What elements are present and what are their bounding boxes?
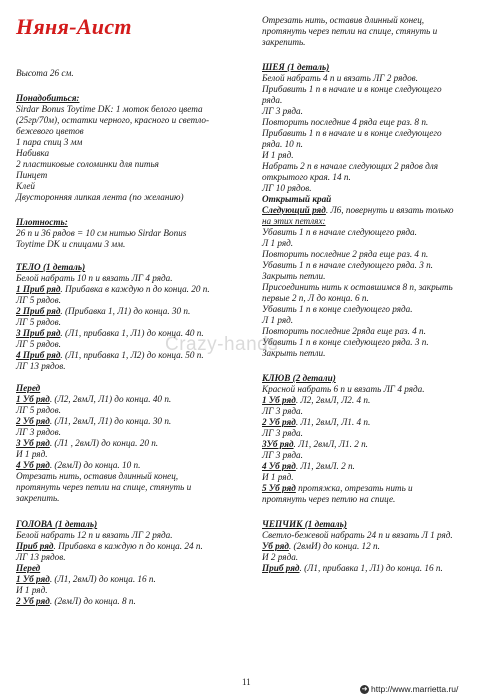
text-line	[262, 406, 303, 417]
line-text: (25гр/70м), остатки черного, красного и светло-	[16, 115, 210, 125]
row-label: Приб ряд	[16, 541, 54, 551]
line-text: Отрезать нить, оставив длинный конец,	[262, 15, 425, 25]
section-heading	[16, 217, 68, 228]
text-line	[16, 284, 210, 295]
page-number: 11	[242, 677, 251, 687]
text-line	[16, 181, 35, 192]
line-text: Л 1 ряд.	[262, 238, 294, 248]
line-text: ЛГ 3 ряда.	[262, 450, 303, 460]
row-label: Следующий ряд	[262, 205, 326, 215]
text-line	[16, 541, 203, 552]
line-text: . (2вмИ) до конца. 12 п.	[288, 541, 380, 551]
section-heading	[262, 373, 336, 384]
text-line	[16, 394, 171, 405]
line-text: Понадобиться:	[16, 93, 80, 103]
line-text: ЛГ 10 рядов.	[262, 183, 312, 193]
text-line	[262, 552, 298, 563]
line-text: Убавить 1 п в конце следующего ряда.	[262, 304, 413, 314]
line-text: . Л1, 2вмЛ, Л1. 4 п.	[295, 417, 371, 427]
section-heading	[16, 563, 40, 574]
line-text: . Л6, повернуть и вязать только	[325, 205, 454, 215]
row-label: 2 Уб ряд	[16, 596, 50, 606]
line-text: ЛГ 3 ряда.	[262, 106, 303, 116]
row-label: 2 Уб ряд	[16, 416, 50, 426]
row-label: 1 Уб ряд	[262, 395, 296, 405]
text-line	[262, 26, 437, 37]
line-text: . Л1, 2вмЛ. 2 п.	[295, 461, 355, 471]
row-label: 3Уб ряд	[262, 439, 294, 449]
text-line	[262, 73, 418, 84]
line-text: протянуть через петли на спице, стянуть и	[262, 26, 438, 36]
line-text: 1 пара спиц 3 мм	[16, 137, 83, 147]
text-line	[262, 37, 305, 48]
text-line	[16, 104, 203, 115]
line-text: . (Л2, 2вмЛ, Л1) до конца. 40 п.	[49, 394, 172, 404]
line-text: Прибавить 1 п в начале и в конце следующего	[262, 128, 442, 138]
line-text: Перед	[16, 563, 41, 573]
line-text: . (Л1, 2вмЛ) до конца. 16 п.	[49, 574, 156, 584]
text-line	[262, 282, 453, 293]
text-line	[16, 574, 156, 585]
line-text: первые 2 п, Л до конца. 6 п.	[262, 293, 369, 303]
text-line	[262, 326, 426, 337]
text-line	[16, 159, 159, 170]
text-line	[262, 530, 453, 541]
line-text: Плотность:	[16, 217, 68, 227]
text-line	[262, 15, 424, 26]
row-label: Приб ряд	[262, 563, 300, 573]
row-label: 1 Уб ряд	[16, 394, 50, 404]
line-text: Повторить последние 2 ряда еще раз. 4 п.	[262, 249, 429, 259]
line-text: . (Л1 , 2вмЛ) до конца. 20 п.	[49, 438, 159, 448]
line-text: И 1 ряд.	[16, 585, 48, 595]
line-text: Высота 26 см.	[16, 68, 74, 78]
line-text: Sirdar Bonus Toytime DK: 1 моток белого цвета	[16, 104, 203, 114]
text-line	[16, 482, 191, 493]
line-text: протянуть через петлю на спице.	[262, 494, 396, 504]
line-text: . (2вмЛ) до конца. 8 п.	[49, 596, 136, 606]
text-line	[16, 361, 66, 372]
line-text: Пинцет	[16, 170, 48, 180]
line-text: ряда. 10 п.	[262, 139, 303, 149]
text-line	[16, 170, 47, 181]
text-line	[262, 139, 303, 150]
text-line	[16, 68, 74, 79]
line-text: Клей	[16, 181, 36, 191]
line-text: ЧЕПЧИК (1 деталь)	[262, 519, 347, 529]
text-line	[16, 228, 186, 239]
line-text: ЛГ 3 ряда.	[262, 406, 303, 416]
row-label: 1 Уб ряд	[16, 574, 50, 584]
line-text: протянуть через петли на спице, стянуть и	[16, 482, 192, 492]
text-line	[262, 150, 294, 161]
text-line	[16, 137, 82, 148]
footer-url[interactable]	[360, 684, 458, 694]
text-line	[16, 493, 59, 504]
line-text: . Прибавка в каждую п до конца. 20 п.	[60, 284, 210, 294]
text-line	[262, 428, 303, 439]
text-line	[262, 439, 368, 450]
line-text: . Л1, 2вмЛ, Л1. 2 п.	[293, 439, 368, 449]
text-line	[16, 471, 178, 482]
text-line	[16, 317, 61, 328]
line-text: Набивка	[16, 148, 50, 158]
text-line	[262, 271, 325, 282]
text-line	[262, 106, 303, 117]
line-text: Белой набрать 12 п и вязать ЛГ 2 ряда.	[16, 530, 173, 540]
row-label: 2 Приб ряд	[16, 306, 61, 316]
text-line	[16, 438, 158, 449]
line-text: Прибавить 1 п в начале и в конце следующего	[262, 84, 442, 94]
text-line	[262, 483, 413, 494]
line-text: Белой набрать 10 п и вязать ЛГ 4 ряда.	[16, 273, 173, 283]
line-text: ГОЛОВА (1 деталь)	[16, 519, 98, 529]
line-text: Закрыть петли.	[262, 348, 326, 358]
text-line	[16, 192, 184, 203]
line-text: . (Прибавка 1, Л1) до конца. 30 п.	[60, 306, 191, 316]
line-text: Убавить 1 п в начале следующего ряда. 3 п.	[262, 260, 433, 270]
line-text: И 2 ряда.	[262, 552, 299, 562]
line-text: на этих петлях:	[262, 216, 326, 226]
line-text: КЛЮВ (2 детали)	[262, 373, 336, 383]
text-line	[262, 216, 326, 227]
line-text: ЛГ 3 ряда.	[262, 428, 303, 438]
section-heading	[16, 519, 97, 530]
line-text: Повторить последние 2ряда еще раз. 4 п.	[262, 326, 426, 336]
text-line	[262, 304, 413, 315]
line-text: ряда.	[262, 95, 283, 105]
line-text: 2 пластиковые соломинки для питья	[16, 159, 159, 169]
line-text: закрепить.	[16, 493, 60, 503]
line-text: ЛГ 13 рядов.	[16, 361, 66, 371]
line-text: . (2вмЛ) до конца. 10 п.	[49, 460, 141, 470]
row-label: 1 Приб ряд	[16, 284, 61, 294]
footer-url-text: http://www.marrietta.ru/	[371, 684, 459, 694]
page-title: Няня-Аист	[16, 14, 132, 39]
line-text: Повторить последние 4 ряда еще раз. 8 п.	[262, 117, 429, 127]
text-line	[16, 126, 84, 137]
text-line	[262, 205, 454, 216]
line-text: И 1 ряд.	[16, 449, 48, 459]
line-text: Двусторонняя липкая лента (по желанию)	[16, 192, 184, 202]
line-text: Присоединить нить к оставшимся 8 п, закрыть	[262, 282, 453, 292]
row-label: 4 Уб ряд	[262, 461, 296, 471]
line-text: . (Л1, 2вмЛ, Л1) до конца. 30 п.	[49, 416, 172, 426]
text-line	[16, 530, 173, 541]
line-text: 26 п и 36 рядов = 10 см нитью Sirdar Bonus	[16, 228, 187, 238]
line-text: Отрезать нить, оставив длинный конец,	[16, 471, 179, 481]
line-text: ЛГ 13 рядов.	[16, 552, 66, 562]
text-line	[16, 552, 66, 563]
arrow-icon: ➜	[361, 686, 368, 694]
line-text: Белой набрать 4 п и вязать ЛГ 2 рядов.	[262, 73, 418, 83]
section-heading	[262, 519, 347, 530]
text-line	[262, 238, 293, 249]
line-text: . Л2, 2вмЛ, Л2. 4 п.	[295, 395, 371, 405]
text-line	[16, 339, 61, 350]
text-line	[262, 395, 370, 406]
line-text: протяжка, отрезать нить и	[295, 483, 413, 493]
text-line	[16, 460, 140, 471]
text-line	[262, 227, 417, 238]
line-text: . (Л1, прибавка 1, Л2) до конца. 50 п.	[60, 350, 204, 360]
line-text: Убавить 1 п в конце следующего ряда. 3 п.	[262, 337, 429, 347]
line-text: ЛГ 5 рядов.	[16, 405, 61, 415]
text-line	[16, 306, 190, 317]
text-line	[262, 293, 369, 304]
text-line	[16, 596, 136, 607]
text-line	[262, 461, 355, 472]
section-heading	[16, 262, 85, 273]
line-text: ЛГ 5 рядов.	[16, 317, 61, 327]
text-line	[262, 84, 442, 95]
text-line	[262, 128, 442, 139]
text-line	[262, 260, 433, 271]
text-line	[16, 148, 49, 159]
text-line	[16, 295, 61, 306]
line-text: закрепить.	[262, 37, 306, 47]
text-line	[16, 115, 209, 126]
text-line	[262, 337, 429, 348]
text-line	[16, 273, 173, 284]
section-heading	[16, 93, 80, 104]
subsection-heading	[262, 194, 331, 205]
section-heading	[262, 62, 329, 73]
line-text: бежевого цветов	[16, 126, 84, 136]
text-line	[262, 384, 425, 395]
line-text: . Прибавка в каждую п до конца. 24 п.	[53, 541, 203, 551]
line-text: ЛГ 5 рядов.	[16, 295, 61, 305]
row-label: 3 Приб ряд	[16, 328, 61, 338]
row-label: 4 Приб ряд	[16, 350, 61, 360]
text-line	[262, 450, 303, 461]
text-line	[262, 172, 351, 183]
line-text: . (Л1, прибавка 1, Л1) до конца. 40 п.	[60, 328, 204, 338]
line-text: Закрыть петли.	[262, 271, 326, 281]
row-label: 5 Уб ряд	[262, 483, 296, 493]
row-label: 2 Уб ряд	[262, 417, 296, 427]
line-text: . (Л1, прибавка 1, Л1) до конца. 16 п.	[299, 563, 443, 573]
text-line	[262, 117, 428, 128]
text-line	[262, 472, 294, 483]
text-line	[16, 585, 48, 596]
line-text: И 1 ряд.	[262, 150, 294, 160]
text-line	[262, 541, 380, 552]
line-text: Набрать 2 п в начале следующих 2 рядов для	[262, 161, 439, 171]
text-line	[262, 183, 312, 194]
text-line	[16, 449, 48, 460]
text-line	[262, 563, 443, 574]
line-text: И 1 ряд.	[262, 472, 294, 482]
text-line	[262, 95, 282, 106]
row-label: 4 Уб ряд	[16, 460, 50, 470]
line-text: ТЕЛО (1 деталь)	[16, 262, 86, 272]
line-text: Красной набрать 6 п и вязать ЛГ 4 ряда.	[262, 384, 425, 394]
text-line	[262, 161, 438, 172]
line-text: Светло-бежевой набрать 24 п и вязать Л 1 ряд.	[262, 530, 453, 540]
line-text: Перед	[16, 383, 41, 393]
text-line	[262, 315, 293, 326]
text-line	[16, 405, 61, 416]
text-line	[262, 249, 428, 260]
section-heading	[16, 383, 40, 394]
text-line	[16, 427, 61, 438]
line-text: Л 1 ряд.	[262, 315, 294, 325]
line-text: Открытый край	[262, 194, 332, 204]
watermark: Crazy-hands	[165, 334, 279, 355]
text-line	[262, 417, 370, 428]
text-line	[16, 239, 125, 250]
line-text: ШЕЯ (1 деталь)	[262, 62, 330, 72]
line-text: открытого края. 14 п.	[262, 172, 351, 182]
line-text: Toytime DK и спицами 3 мм.	[16, 239, 126, 249]
text-line	[16, 416, 171, 427]
line-text: Убавить 1 п в начале следующего ряда.	[262, 227, 417, 237]
row-label: 3 Уб ряд	[16, 438, 50, 448]
line-text: ЛГ 5 рядов.	[16, 339, 61, 349]
row-label: Уб ряд	[262, 541, 289, 551]
text-line	[262, 494, 395, 505]
line-text: ЛГ 3 рядов.	[16, 427, 61, 437]
